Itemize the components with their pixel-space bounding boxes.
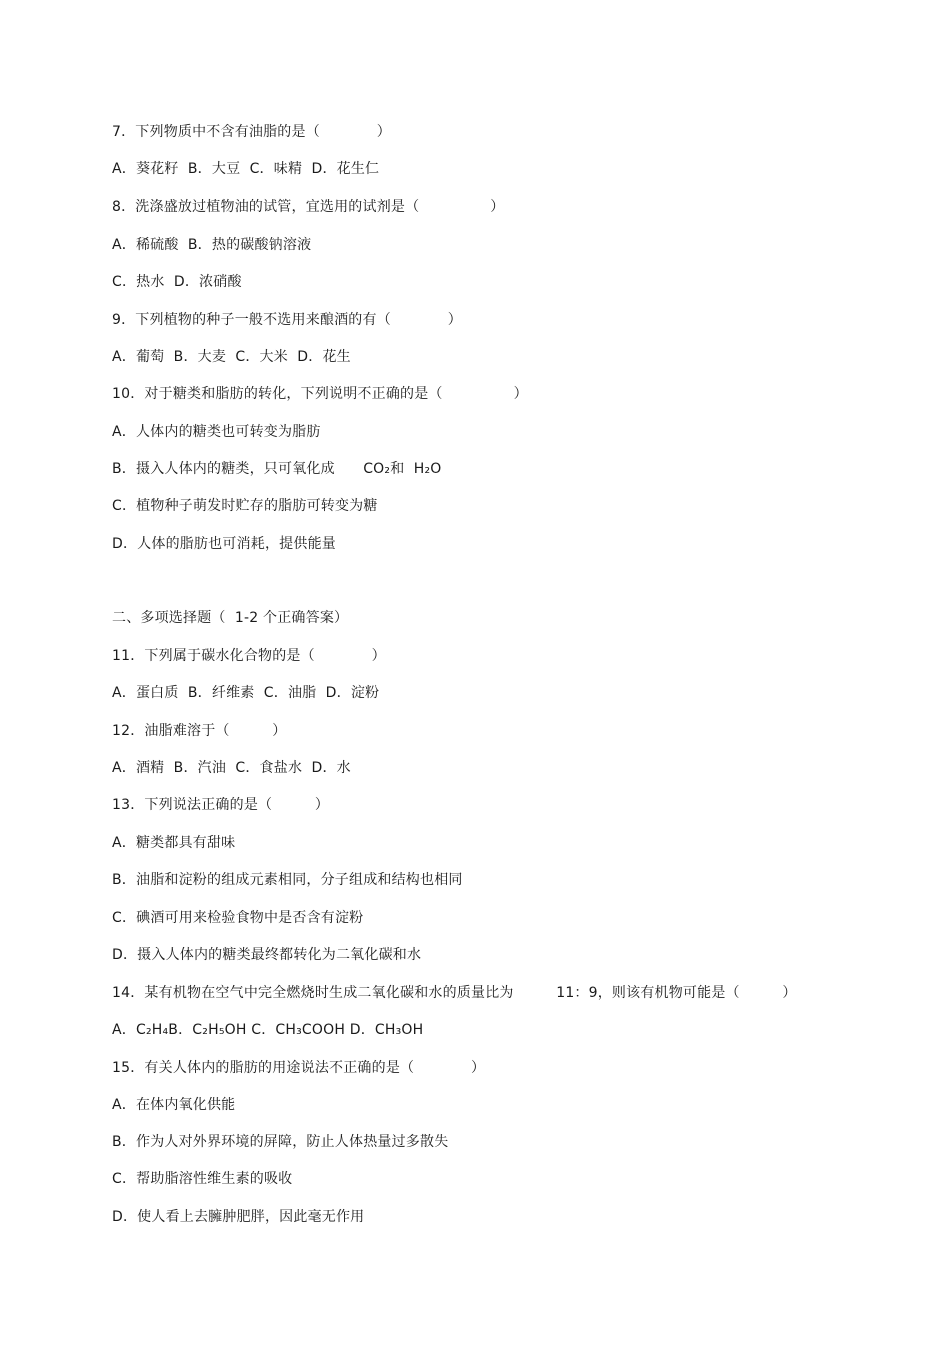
question-12: 12．油脂难溶于（ ） [112,723,287,739]
question-9-options: A．葡萄 B．大麦 C．大米 D．花生 [112,349,351,365]
question-15-option-b: B．作为人对外界环境的屏障，防止人体热量过多散失 [112,1134,449,1150]
section-heading: 二、多项选择题（ 1-2 个正确答案） [112,610,349,626]
question-13-option-c: C．碘酒可用来检验食物中是否含有淀粉 [112,910,364,926]
question-7-options: A．葵花籽 B．大豆 C．味精 D．花生仁 [112,161,380,177]
question-7: 7．下列物质中不含有油脂的是（ ） [112,124,391,140]
question-15: 15．有关人体内的脂肪的用途说法不正确的是（ ） [112,1060,486,1076]
question-10-option-c: C．植物种子萌发时贮存的脂肪可转变为糖 [112,498,378,514]
question-12-options: A．酒精 B．汽油 C．食盐水 D．水 [112,760,351,776]
question-10-option-d: D．人体的脂肪也可消耗，提供能量 [112,536,336,552]
question-11: 11．下列属于碳水化合物的是（ ） [112,648,386,664]
question-13-option-b: B．油脂和淀粉的组成元素相同，分子组成和结构也相同 [112,872,463,888]
question-10: 10．对于糖类和脂肪的转化，下列说明不正确的是（ ） [112,386,528,402]
question-13: 13．下列说法正确的是（ ） [112,797,330,813]
question-8-options-ab: A．稀硫酸 B．热的碳酸钠溶液 [112,237,312,253]
question-15-option-a: A．在体内氧化供能 [112,1097,236,1113]
question-10-option-b: B．摄入人体内的糖类，只可氧化成 CO₂和 H₂O [112,461,442,477]
question-9: 9．下列植物的种子一般不选用来酿酒的有（ ） [112,312,462,328]
question-8-options-cd: C．热水 D．浓硝酸 [112,274,242,290]
question-10-option-a: A．人体内的糖类也可转变为脂肪 [112,424,321,440]
question-13-option-d: D．摄入人体内的糖类最终都转化为二氧化碳和水 [112,947,422,963]
question-13-option-a: A．糖类都具有甜味 [112,835,236,851]
question-14: 14．某有机物在空气中完全燃烧时生成二氧化碳和水的质量比为 11：9，则该有机物可能是（ ） [112,985,797,1001]
question-15-option-d: D．使人看上去臃肿肥胖，因此毫无作用 [112,1209,365,1225]
question-15-option-c: C．帮助脂溶性维生素的吸收 [112,1171,293,1187]
question-8: 8．洗涤盛放过植物油的试管，宜选用的试剂是（ ） [112,199,505,215]
question-14-options: A．C₂H₄B．C₂H₅OH C．CH₃COOH D．CH₃OH [112,1022,424,1038]
question-11-options: A．蛋白质 B．纤维素 C．油脂 D．淀粉 [112,685,380,701]
